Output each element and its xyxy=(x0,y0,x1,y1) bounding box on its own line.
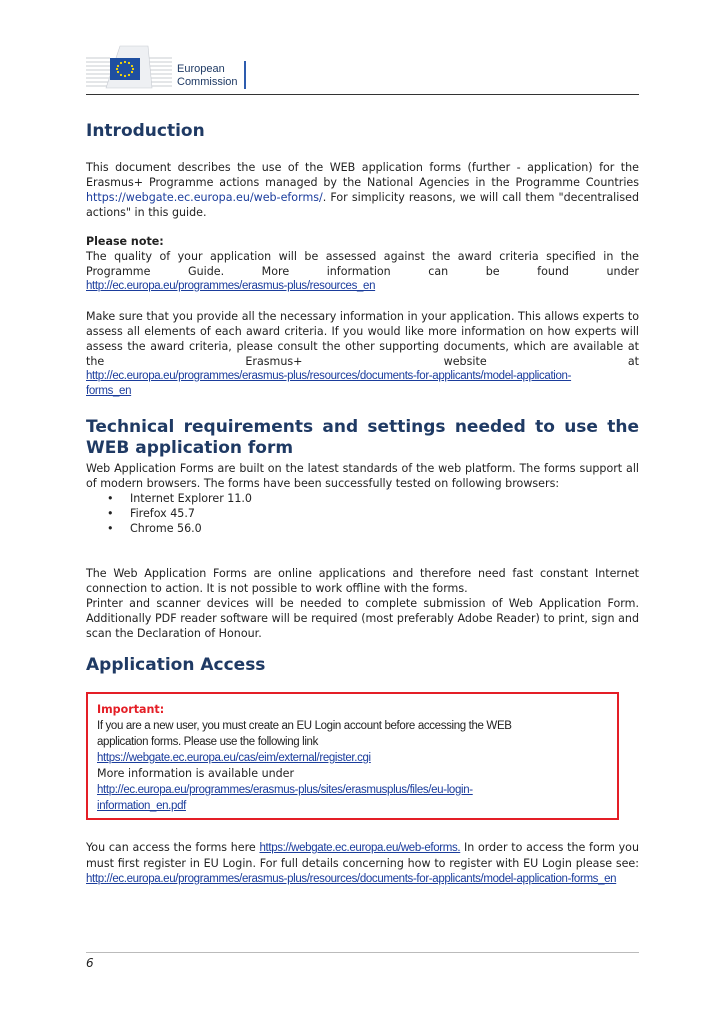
model-application-forms-link-line2[interactable]: forms_en xyxy=(86,385,132,397)
introduction-heading: Introduction xyxy=(86,121,205,141)
resources-link[interactable]: http://ec.europa.eu/programmes/erasmus-plus/resources_en xyxy=(86,280,376,292)
printer-requirement-text: Printer and scanner devices will be needed to complete submission of Web Application Form. Additionally PDF reader software will be required (most preferably Adobe Reader) to print, sign and scan the Declaration of Honour. xyxy=(86,597,639,640)
model-application-forms-link-line1[interactable]: http://ec.europa.eu/programmes/erasmus-plus/resources/documents-for-applicants/model-application- xyxy=(86,370,572,382)
technical-requirements-body xyxy=(86,461,639,536)
register-link[interactable]: https://webgate.ec.europa.eu/cas/eim/external/register.cgi xyxy=(97,752,371,764)
important-label: Important: xyxy=(97,703,165,716)
footer-divider xyxy=(86,952,639,953)
please-note-label: Please note: xyxy=(86,235,164,248)
technical-requirements-heading: Technical requirements and settings needed to use the WEB application form xyxy=(86,417,639,458)
eu-login-info-link-line2[interactable]: information_en.pdf xyxy=(97,800,186,812)
eu-flag-logo-icon xyxy=(86,44,172,90)
online-requirement-text: The Web Application Forms are online applications and therefore need fast constant Internet connection to action. It is not possible to work offline with the forms. xyxy=(86,567,639,595)
organisation-name: European Commission xyxy=(177,63,238,88)
award-criteria-text: Make sure that you provide all the necessary information in your application. This allows experts to assess all elements of each award criteria. If you would like more information on how experts will assess the award criteria, please consult the other supporting documents, which are available at the Erasmus+ website at xyxy=(86,310,639,368)
browsers-intro: Web Application Forms are built on the latest standards of the web platform. The forms support all of modern browsers. The forms have been successfully tested on following browsers: xyxy=(86,462,639,490)
page-header xyxy=(86,44,639,95)
access-forms-paragraph: You can access the forms here https://webgate.ec.europa.eu/web-eforms. In order to access the form you must first register in EU Login. For full details concerning how to register with EU Login please see: http://ec.europa.eu/programmes/erasmus-plus/resources/documents-for-applicants/model-application-forms_en xyxy=(86,841,639,885)
browser-item: • Chrome 56.0 xyxy=(86,521,639,536)
logo-divider xyxy=(244,61,246,89)
model-application-forms-link[interactable]: http://ec.europa.eu/programmes/erasmus-plus/resources/documents-for-applicants/model-application-forms_en xyxy=(86,873,617,885)
browser-list xyxy=(86,491,639,536)
browser-item: • Firefox 45.7 xyxy=(86,506,639,521)
important-text-line1: If you are a new user, you must create an EU Login account before accessing the WEB xyxy=(97,720,512,732)
intro-paragraph: This document describes the use of the WEB application forms (further - application) for the Erasmus+ Programme actions managed by the National Agencies in the Programme Countries https://webgate.ec.europa.eu/web-eforms/. For simplicity reasons, we will call them "decentralised actions" in this guide. xyxy=(86,161,639,219)
more-info-text: More information is available under xyxy=(97,767,295,780)
eu-login-info-link-line1[interactable]: http://ec.europa.eu/programmes/erasmus-plus/sites/erasmusplus/files/eu-login- xyxy=(97,784,473,796)
requirements-paragraphs xyxy=(86,566,639,641)
important-notice-box xyxy=(86,692,619,820)
award-criteria-paragraph xyxy=(86,309,639,399)
browser-item: • Internet Explorer 11.0 xyxy=(86,491,639,506)
web-eforms-link[interactable]: https://webgate.ec.europa.eu/web-eforms/ xyxy=(86,191,323,204)
application-access-heading: Application Access xyxy=(86,655,266,675)
important-text-line2: application forms. Please use the following link xyxy=(97,736,318,748)
web-eforms-access-link[interactable]: https://webgate.ec.europa.eu/web-eforms. xyxy=(259,842,461,854)
please-note-text: The quality of your application will be assessed against the award criteria specified in the Programme Guide. More information can be found under xyxy=(86,250,639,278)
page-number: 6 xyxy=(86,956,94,970)
please-note-block xyxy=(86,234,639,294)
